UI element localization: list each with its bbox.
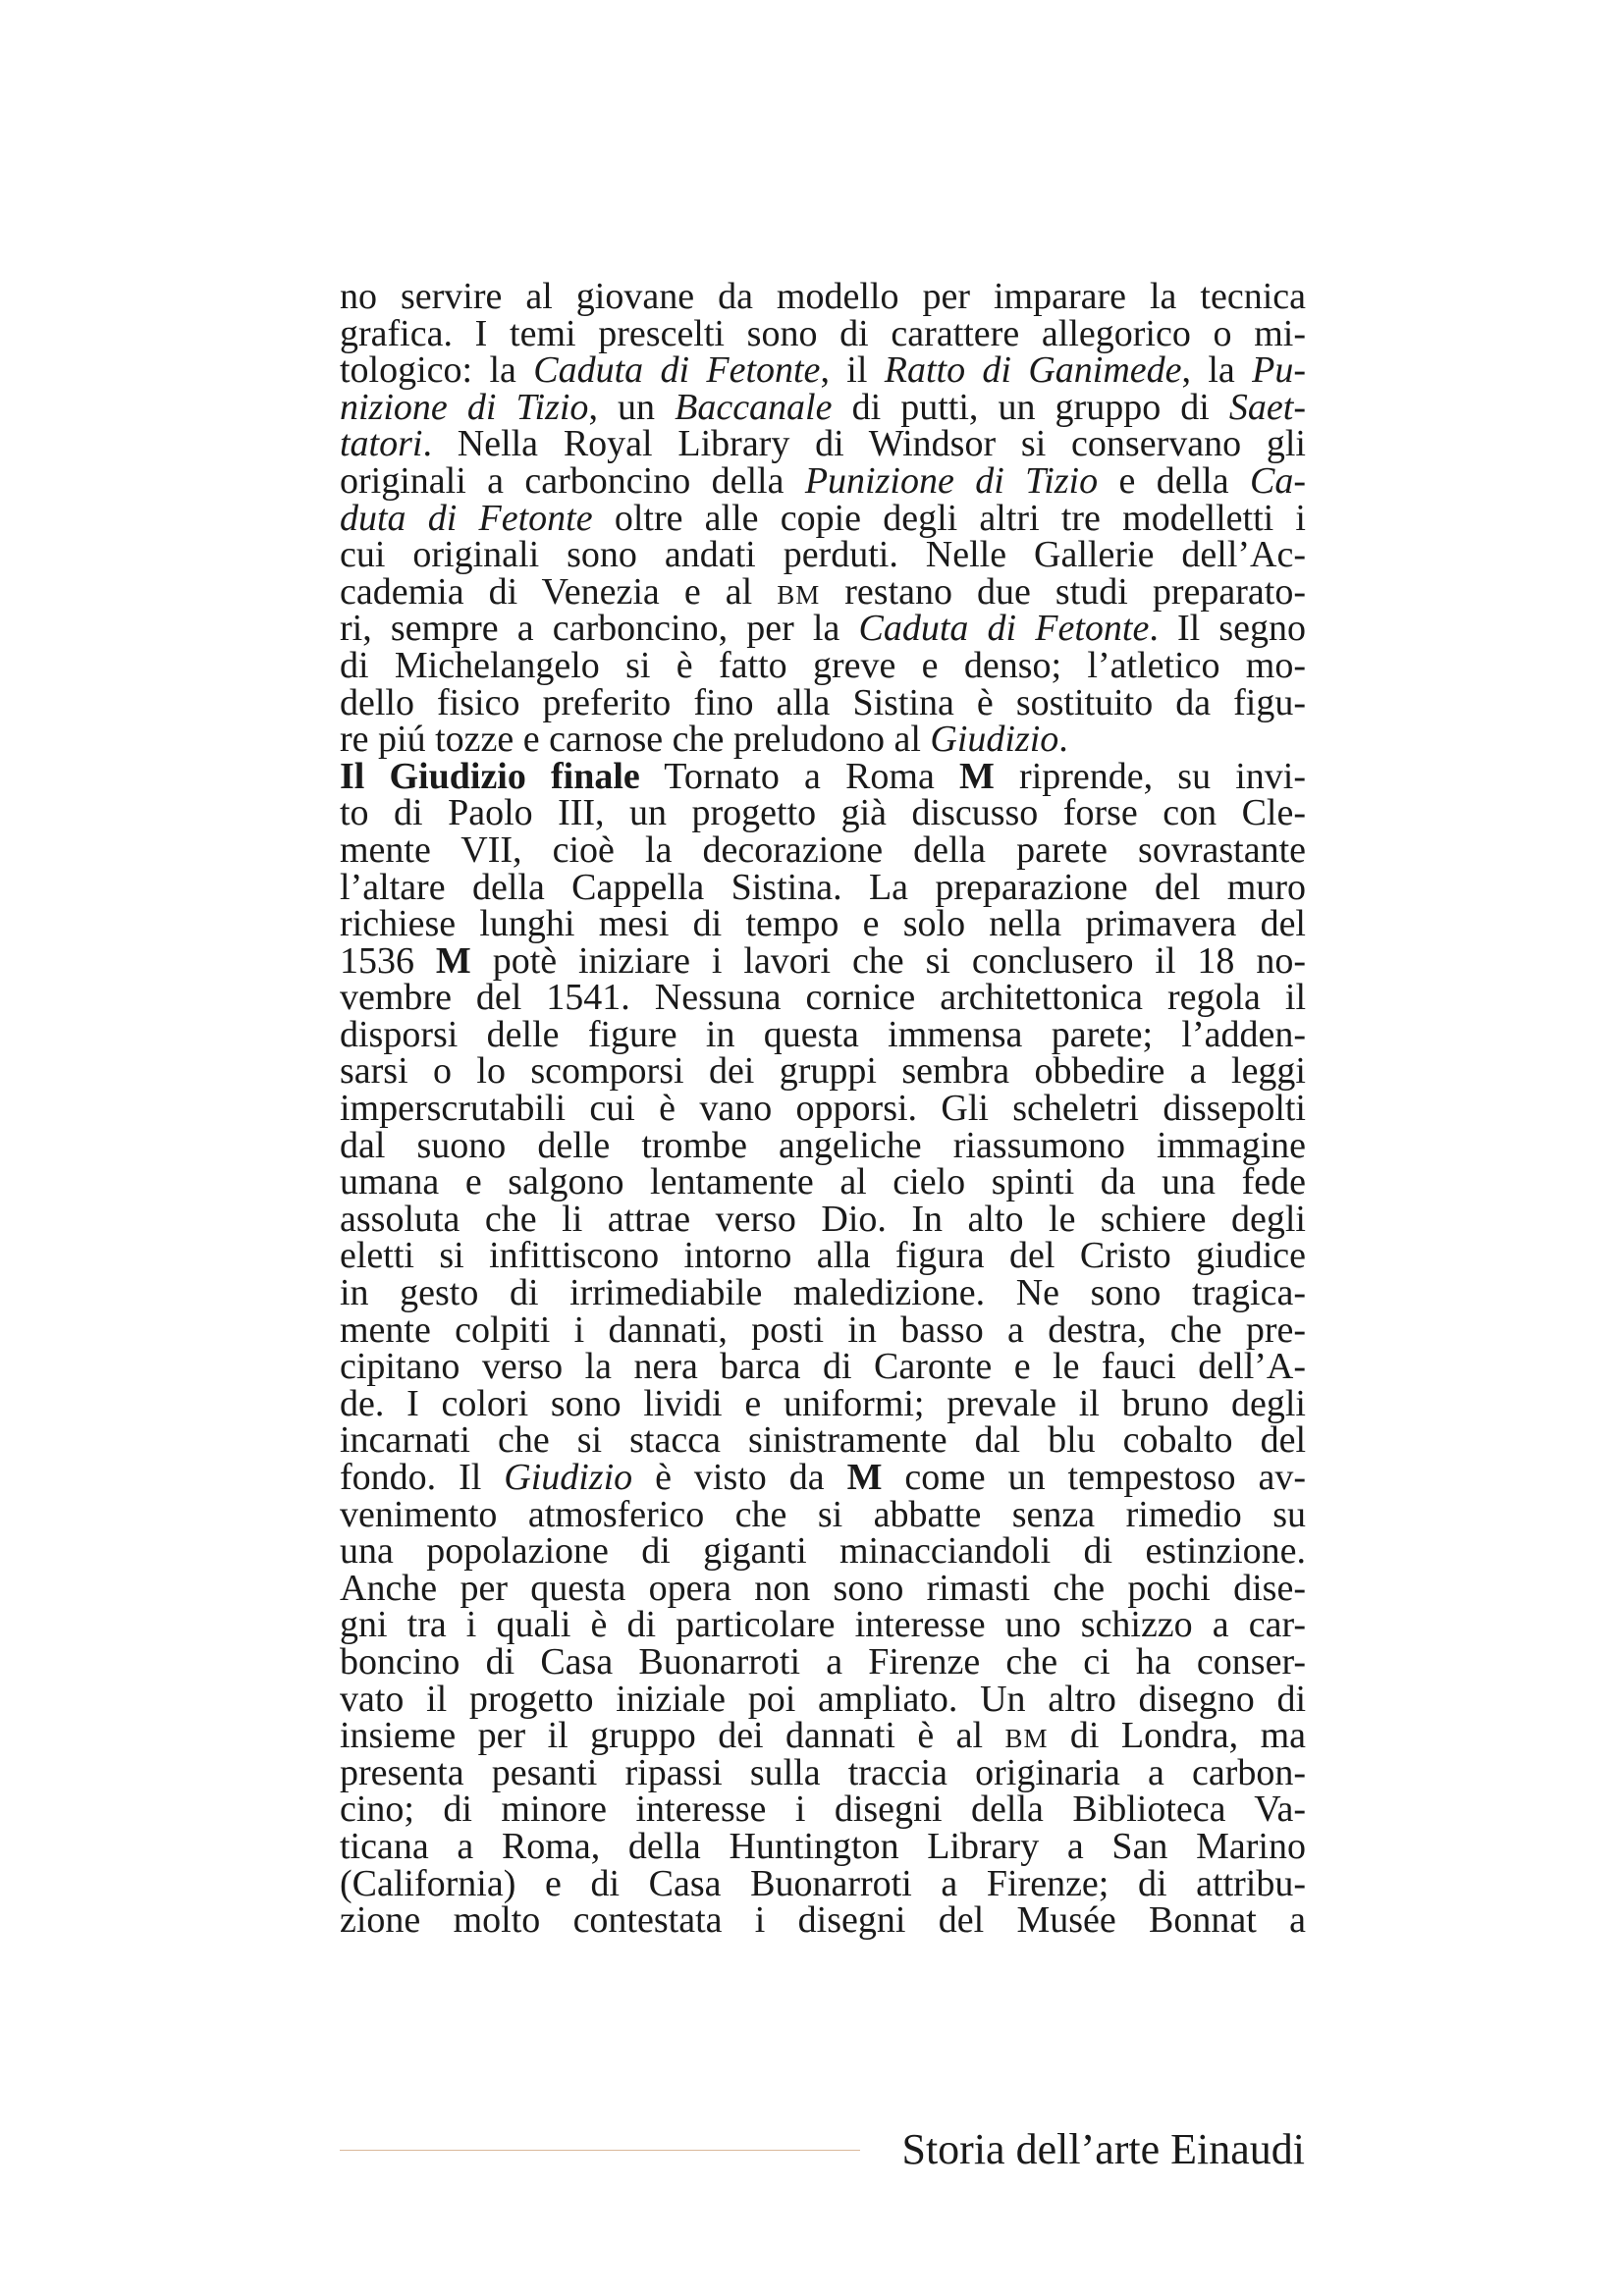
text-span: Anche per questa opera non sono rimasti che pochi dise- — [340, 1567, 1306, 1609]
text-span: dal suono delle trombe angeliche riassumono immagine — [340, 1124, 1306, 1166]
bold-text: M — [846, 1457, 883, 1498]
footer-title: Storia dell’arte Einaudi — [901, 2125, 1305, 2173]
text-line — [340, 1124, 1306, 1166]
text-line — [340, 1198, 1306, 1240]
text-span: to di Paolo III, un progetto già discusso forse con Cle- — [340, 792, 1306, 834]
bold-text: M — [959, 755, 995, 797]
text-line — [340, 1382, 1306, 1424]
text-span: vembre del 1541. Nessuna cornice architettonica regola il — [340, 977, 1306, 1019]
text-span: come un tempestoso av- — [882, 1457, 1306, 1498]
text-span: cino; di minore interesse i disegni della Biblioteca Va- — [340, 1789, 1306, 1831]
text-span: Tornato a Roma — [639, 755, 960, 797]
text-span: disporsi delle figure in questa immensa parete; l’adden- — [340, 1013, 1306, 1055]
text-line — [340, 423, 1306, 465]
text-line — [340, 755, 1307, 797]
text-span: (California) e di Casa Buonarroti a Firenze; di attribu- — [340, 1862, 1306, 1904]
text-line — [340, 570, 1306, 613]
text-span: , la — [1181, 349, 1253, 392]
text-line — [340, 1088, 1306, 1130]
small-caps-text: bm — [777, 570, 821, 613]
text-span: grafica. I temi prescelti sono di carattere allegorico o mi- — [340, 312, 1306, 354]
text-line — [340, 1457, 1306, 1498]
text-span: cipitano verso la nera barca di Caronte e le fauci dell’A- — [340, 1346, 1306, 1388]
text-span: . — [1058, 719, 1068, 761]
text-span: ticana a Roma, della Huntington Library a San Marino — [340, 1825, 1306, 1867]
text-span: restano due studi preparato- — [820, 570, 1306, 613]
text-span: mente colpiti i dannati, posti in basso a destra, che pre- — [340, 1308, 1306, 1351]
text-span: oltre alle copie degli altri tre modelletti i — [592, 497, 1306, 539]
text-line — [340, 939, 1306, 982]
text-line — [340, 534, 1306, 576]
text-line — [340, 866, 1306, 908]
text-span: re piú tozze e carnose che preludono al — [340, 719, 931, 761]
italic-text: nizione di Tizio — [340, 386, 589, 428]
text-line — [340, 721, 1306, 759]
text-line — [340, 828, 1306, 871]
text-span: fondo. Il — [340, 1457, 505, 1498]
text-line — [340, 1899, 1306, 1942]
text-span: zione molto contestata i disegni del Musée Bonnat a — [340, 1899, 1306, 1942]
text-span: ri, sempre a carboncino, per la — [340, 608, 859, 650]
italic-text: Pu- — [1252, 349, 1306, 392]
italic-text: Giudizio — [504, 1457, 633, 1498]
text-span: assoluta che li attrae verso Dio. In alto le schiere degli — [340, 1198, 1306, 1240]
text-line — [340, 977, 1306, 1019]
text-line — [340, 1161, 1306, 1203]
bold-text: Il Giudizio finale — [340, 755, 640, 797]
text-span: incarnati che si stacca sinistramente dal blu cobalto del — [340, 1419, 1306, 1462]
text-line — [340, 349, 1306, 392]
text-line — [340, 1346, 1306, 1388]
footer-rule — [340, 2150, 860, 2151]
text-span: . Nella Royal Library di Windsor si conservano gli — [422, 423, 1306, 465]
italic-text: Giudizio — [930, 719, 1059, 761]
text-line — [340, 608, 1306, 650]
italic-text: Ratto di Ganimede — [884, 349, 1182, 392]
text-span: 1536 — [340, 939, 436, 982]
text-span: vato il progetto iniziale poi ampliato. Un altro disegno di — [340, 1678, 1306, 1720]
text-line — [340, 1791, 1306, 1829]
text-line — [340, 276, 1306, 317]
text-span: , un — [588, 386, 676, 428]
text-span: è visto da — [632, 1457, 847, 1498]
text-span: originali a carboncino della — [340, 459, 805, 502]
text-span: imperscrutabili cui è vano opporsi. Gli scheletri dissepolti — [340, 1088, 1306, 1130]
text-span: potè iniziare i lavori che si conclusero il 18 no- — [470, 939, 1306, 982]
text-span: dello fisico preferito fino alla Sistina è sostituito da figu- — [340, 681, 1306, 723]
text-line — [340, 312, 1306, 354]
small-caps-text: bm — [1004, 1715, 1049, 1757]
text-line — [340, 1715, 1306, 1757]
text-line — [340, 1272, 1306, 1314]
italic-text: Saet- — [1228, 386, 1306, 428]
text-span: tologico: la — [340, 349, 534, 392]
text-line — [340, 1013, 1306, 1055]
text-span: de. I colori sono lividi e uniformi; prevale il bruno degli — [340, 1382, 1306, 1424]
text-line — [340, 1678, 1306, 1720]
text-line — [340, 497, 1306, 539]
text-span: mente VII, cioè la decorazione della parete sovrastante — [340, 828, 1306, 871]
text-span: cui originali sono andati perduti. Nelle Gallerie dell’Ac- — [340, 534, 1306, 576]
text-line — [340, 1419, 1306, 1462]
text-span: cademia di Venezia e al — [340, 570, 778, 613]
text-line — [340, 792, 1306, 834]
text-span: . Il segno — [1149, 608, 1306, 650]
text-line — [340, 1308, 1306, 1351]
italic-text: Ca- — [1250, 459, 1306, 502]
text-span: presenta pesanti ripassi sulla traccia originaria a carbon- — [340, 1751, 1306, 1793]
text-line — [340, 1530, 1306, 1573]
text-line — [340, 459, 1306, 502]
text-span: in gesto di irrimediabile maledizione. Ne sono tragica- — [340, 1272, 1306, 1314]
text-span: di Londra, ma — [1048, 1715, 1306, 1757]
text-line — [340, 1862, 1306, 1904]
italic-text: Punizione di Tizio — [804, 459, 1099, 502]
text-span: di putti, un gruppo di — [832, 386, 1229, 428]
text-span: venimento atmosferico che si abbatte senza rimedio su — [340, 1493, 1306, 1535]
text-span: gni tra i quali è di particolare interesse uno schizzo a car- — [340, 1604, 1306, 1646]
text-line — [340, 1751, 1306, 1793]
text-line — [340, 681, 1306, 723]
bold-text: M — [435, 939, 471, 982]
text-line — [340, 903, 1306, 945]
text-span: richiese lunghi mesi di tempo e solo nella primavera del — [340, 903, 1306, 945]
text-line — [340, 1604, 1306, 1646]
text-line — [340, 1567, 1306, 1609]
text-span: insieme per il gruppo dei dannati è al — [340, 1715, 1005, 1757]
text-span: di Michelangelo si è fatto greve e denso; l’atletico mo- — [340, 644, 1306, 686]
text-line — [340, 1493, 1306, 1535]
text-span: sarsi o lo scomporsi dei gruppi sembra obbedire a leggi — [340, 1050, 1306, 1093]
italic-text: duta di Fetonte — [340, 497, 593, 539]
text-span: e della — [1098, 459, 1250, 502]
italic-text: tatori — [340, 423, 423, 465]
text-span: l’altare della Cappella Sistina. La preparazione del muro — [340, 866, 1306, 908]
text-line — [340, 1050, 1306, 1093]
text-span: eletti si infittiscono intorno alla figura del Cristo giudice — [340, 1235, 1306, 1277]
text-span: una popolazione di giganti minacciandoli di estinzione. — [340, 1530, 1306, 1573]
text-line — [340, 386, 1306, 428]
text-span: no servire al giovane da modello per imparare la tecnica — [340, 276, 1306, 317]
text-line — [340, 1235, 1306, 1277]
text-span: boncino di Casa Buonarroti a Firenze che ci ha conser- — [340, 1640, 1306, 1682]
body-text — [340, 276, 1307, 1942]
text-span: , il — [820, 349, 885, 392]
text-line — [340, 1825, 1306, 1867]
text-span: umana e salgono lentamente al cielo spinti da una fede — [340, 1161, 1306, 1203]
italic-text: Baccanale — [675, 386, 833, 428]
text-line — [340, 644, 1306, 686]
text-line — [340, 1640, 1306, 1682]
text-span: riprende, su invi- — [994, 755, 1307, 797]
italic-text: Caduta di Fetonte — [533, 349, 821, 392]
italic-text: Caduta di Fetonte — [858, 608, 1150, 650]
